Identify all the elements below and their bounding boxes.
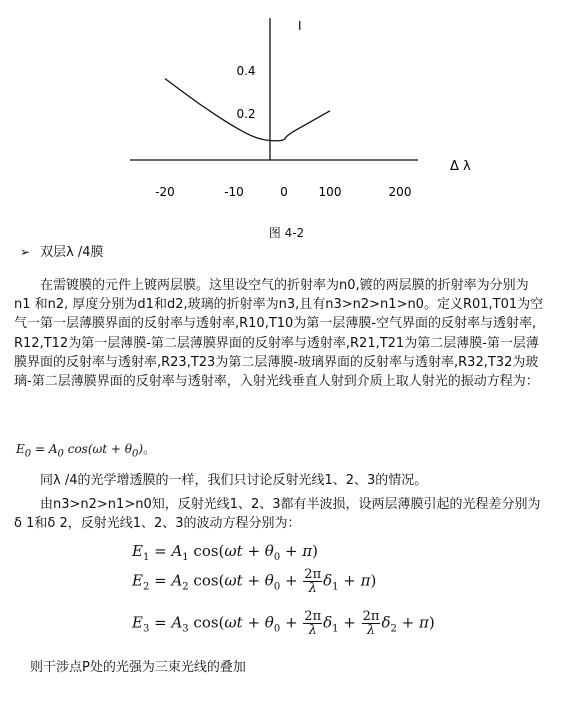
incident-equation: $E_0 = A_0$ $\cos(\omega t + \theta_0)$。 (16, 442, 156, 460)
equation-e1: $E_1 = A_1$ $\cos(\omega t + \theta_0 + \pi)$ (132, 542, 319, 563)
paragraph-3-text: 由n3>n2>n1>n0知，反射光线1、2、3都有半波损，设两层薄膜引起的光程差分别为δ 1和δ 2，反射光线1、2、3的波动方程分别为： (14, 497, 541, 532)
paragraph-2 (14, 471, 544, 490)
paragraph-4-text: 则干涉点P处的光强为三束光线的叠加 (30, 660, 246, 675)
paragraph-1 (14, 276, 544, 391)
arrow-bullet-icon: ➢ (20, 245, 31, 259)
paragraph-3 (14, 495, 544, 533)
equation-e3: $E_3 = A_3$ $\cos(\omega t + \theta_0$ + $\frac{2\pi}{\lambda}$ $\delta_1$ + $\frac{2\pi}{\lambda}$ $\delta_2 + \pi$) (132, 609, 435, 638)
paragraph-1-text: 在需镀膜的元件上镀两层膜。这里设空气的折射率为n0,镀的两层膜的折射率为分别为n1 和n2, 厚度分别为d1和d2,玻璃的折射率为n3,且有n3>n2>n1>n0。定义R01,T01为空气一第一层薄膜界面的反射率与透射率,R10,T10为第一层薄膜-空气界面的反射率与透射率, R12,T12为第一层薄膜-第二层薄膜界面的反射率与透射率,R21,T21为第二层薄膜-第一层薄膜界面的反射率与透射率,R23,T23为第二层薄膜-玻璃界面的反射率与透射率,R32,T32为玻璃-第二层薄膜界面的反射率与透射率，入射光线垂直人射到介质上取人射光的振动方程为： (14, 278, 544, 390)
intensity-chart (0, 0, 573, 215)
x-tick-label: 0 (280, 185, 288, 199)
y-tick-label: 0.4 (236, 64, 256, 78)
x-axis-label: Δ λ (450, 159, 471, 174)
y-axis-label: I (298, 19, 302, 33)
x-tick-label: 200 (388, 185, 412, 199)
section-title: 双层λ /4膜 (40, 245, 104, 260)
x-tick-label: 100 (318, 185, 342, 199)
figure-caption: 图 4-2 (268, 226, 305, 240)
section-heading (20, 241, 104, 260)
chart-axes (130, 18, 418, 160)
equation-e2: $E_2 = A_2$ $\cos(\omega t + \theta_0$ + $\frac{2\pi}{\lambda}$ $\delta_1 + \pi$) (132, 567, 377, 596)
x-tick-label: -10 (224, 185, 244, 199)
x-tick-label: -20 (155, 185, 175, 199)
paragraph-2-text: 同λ /4的光学增透膜的一样，我们只讨论反射光线1、2、3的情况。 (40, 473, 428, 488)
y-tick-label: 0.2 (236, 107, 256, 121)
paragraph-4 (14, 658, 544, 677)
